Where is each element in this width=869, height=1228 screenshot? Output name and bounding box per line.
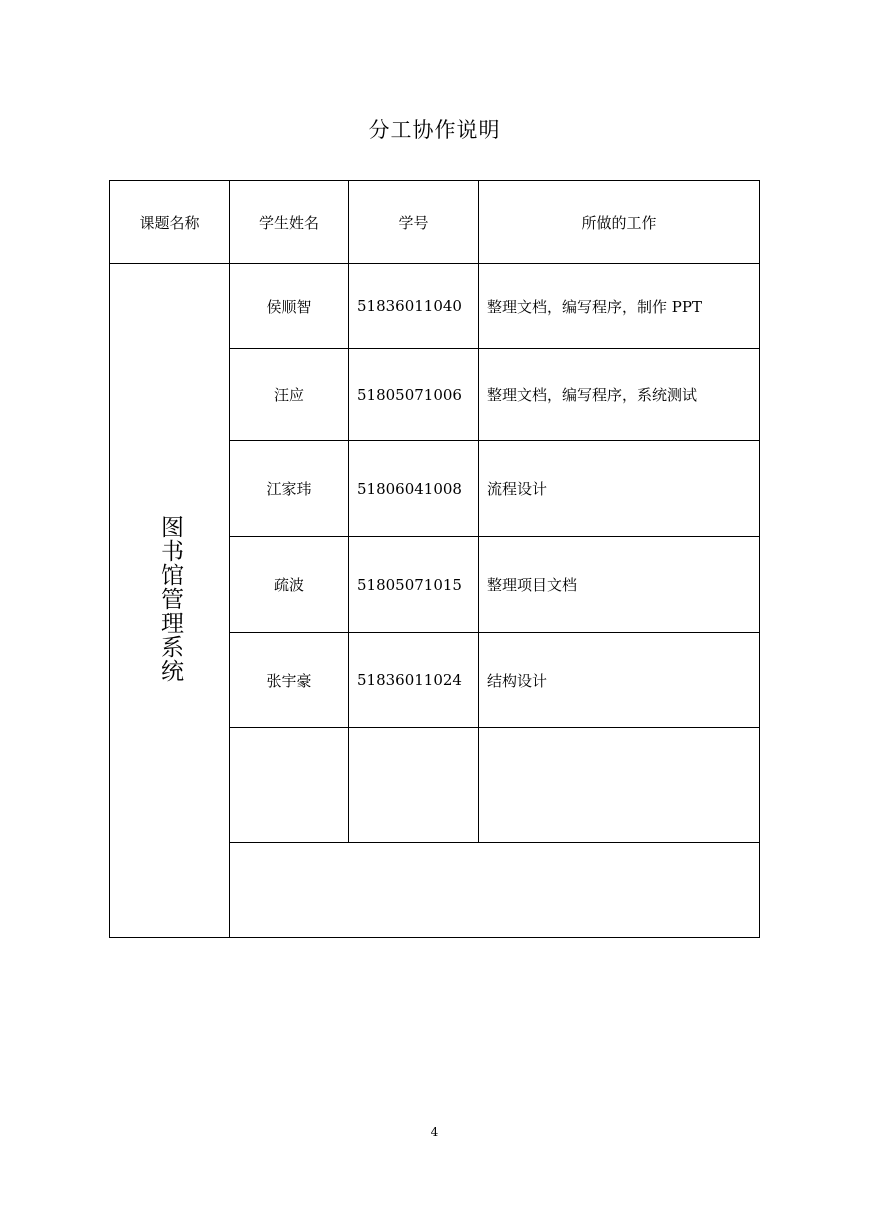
student-name: 张宇豪	[230, 633, 349, 728]
student-name: 疏波	[230, 537, 349, 633]
student-name: 侯顺智	[230, 264, 349, 349]
work-description: 流程设计	[479, 441, 760, 537]
header-student-name: 学生姓名	[230, 181, 349, 264]
work-description: 整理文档，编写程序，制作 PPT	[479, 264, 760, 349]
student-id: 51806041008	[349, 441, 479, 537]
footer-note	[230, 843, 760, 938]
student-name: 江家玮	[230, 441, 349, 537]
header-work-done: 所做的工作	[479, 181, 760, 264]
header-student-id: 学号	[349, 181, 479, 264]
student-id: 51836011024	[349, 633, 479, 728]
student-id: 51805071015	[349, 537, 479, 633]
table-row	[110, 264, 760, 349]
work-assignment-table	[109, 180, 760, 938]
work-description: 结构设计	[479, 633, 760, 728]
page-title: 分工协作说明	[368, 118, 501, 142]
header-project-name: 课题名称	[110, 181, 230, 264]
student-name	[230, 728, 349, 843]
work-description: 整理项目文档	[479, 537, 760, 633]
student-id: 51836011040	[349, 264, 479, 349]
project-name: 图书馆管理系统	[157, 514, 183, 683]
student-name: 汪应	[230, 349, 349, 441]
student-id	[349, 728, 479, 843]
work-description	[479, 728, 760, 843]
project-name-cell	[110, 264, 230, 938]
student-id: 51805071006	[349, 349, 479, 441]
page-number: 4	[430, 1125, 439, 1139]
table-header-row	[110, 181, 760, 264]
work-description: 整理文档，编写程序，系统测试	[479, 349, 760, 441]
